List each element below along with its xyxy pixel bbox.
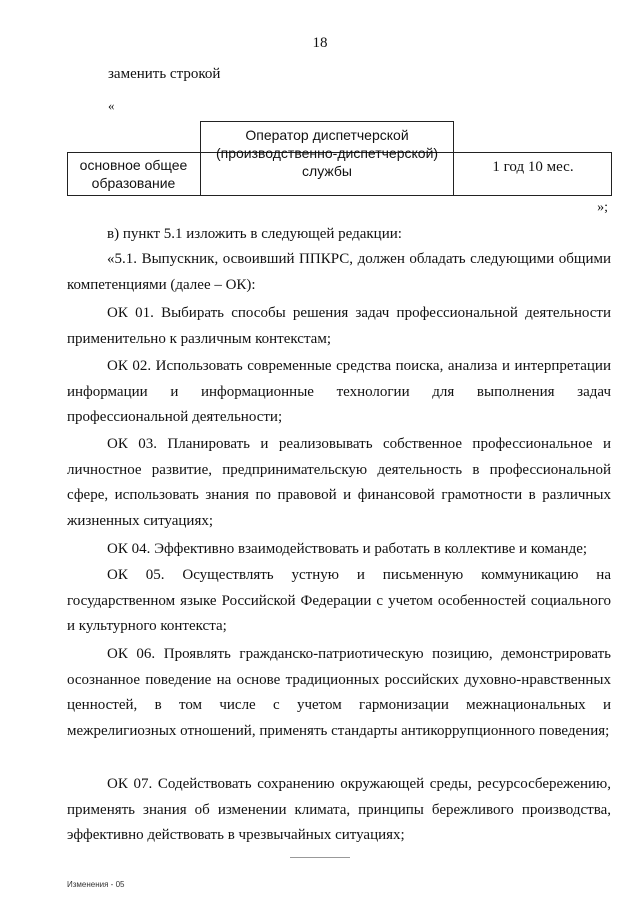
table-cell-education [67, 156, 200, 192]
paragraph-ok-03: ОК 03. Планировать и реализовывать собственное профессиональное и личностное развитие, предпринимательскую деятельность в профессиональной сфере, использовать знания по правовой и финансовой грамотности в различных жизненных ситуациях; [67, 436, 611, 529]
separator-line [290, 857, 350, 858]
closing-quote: »; [597, 200, 608, 215]
education-line-2: образование [91, 175, 176, 191]
replace-line-text: заменить строкой [108, 66, 221, 82]
page-number: 18 [312, 35, 328, 51]
paragraph-item-v: в) пункт 5.1 изложить в следующей редакции: [107, 226, 402, 242]
paragraph-5-1: «5.1. Выпускник, освоивший ППКРС, должен обладать следующими общими компетенциями (далее – ОК): [67, 251, 611, 293]
table-cell-occupation-text [200, 126, 454, 180]
opening-quote: « [108, 98, 115, 113]
footer-revision-note: Изменения - 05 [67, 880, 125, 889]
paragraph-ok-05: ОК 05. Осуществлять устную и письменную коммуникацию на государственном языке Российской Федерации с учетом особенностей социального и культурного контекста; [67, 567, 611, 634]
occupation-line-1: Оператор диспетчерской [245, 127, 409, 143]
occupation-line-2: (производственно-диспетчерской) [215, 145, 439, 161]
paragraph-ok-04: ОК 04. Эффективно взаимодействовать и работать в коллективе и команде; [107, 541, 588, 557]
paragraph-ok-01: ОК 01. Выбирать способы решения задач профессиональной деятельности применительно к различным контекстам; [67, 305, 611, 347]
paragraph-ok-06: ОК 06. Проявлять гражданско-патриотическую позицию, демонстрировать осознанное поведение на основе традиционных российских духовно-нравственных ценностей, в том числе с учетом гармонизации межнациональных и межрелигиозных отношений, применять стандарты антикоррупционного поведения; [67, 646, 611, 739]
paragraph-ok-07: ОК 07. Содействовать сохранению окружающей среды, ресурсосбережению, применять знания об изменении климата, принципы бережливого производства, эффективно действовать в чрезвычайных ситуациях; [67, 776, 611, 843]
occupation-line-3: службы [302, 163, 352, 179]
education-line-1: основное общее [79, 157, 188, 173]
table-cell-duration: 1 год 10 мес. [492, 159, 574, 175]
paragraph-ok-02: ОК 02. Использовать современные средства поиска, анализа и интерпретации информации и информационные технологии для выполнения задач профессиональной деятельности; [67, 358, 611, 425]
